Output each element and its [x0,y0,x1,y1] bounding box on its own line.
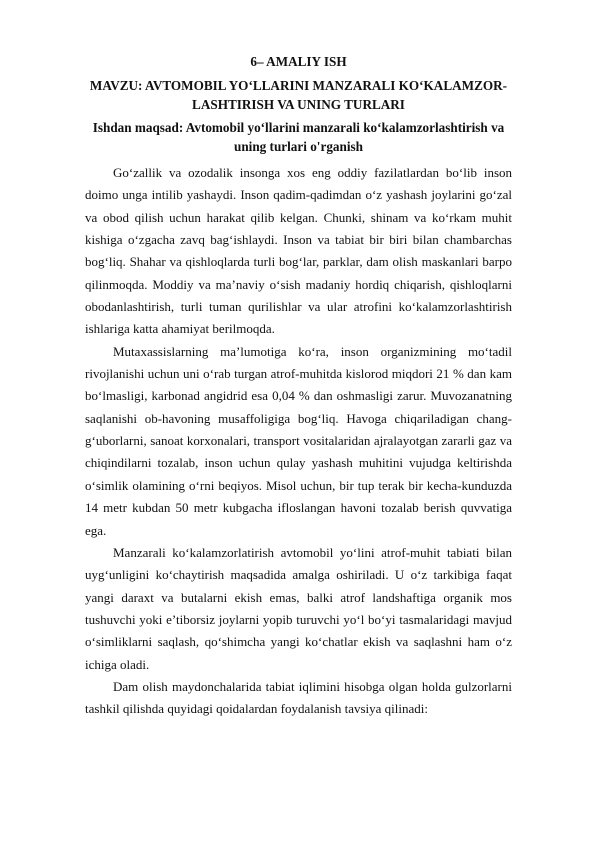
aim-heading-line-2: uning turlari o'rganish [234,139,363,154]
topic-heading [85,76,512,114]
body-paragraph: Go‘zallik va ozodalik insonga xos eng oddiy fazilatlardan bo‘lib inson doimo unga intilib yashaydi. Inson qadim-qadimdan o‘z yashash joylarini go‘zal va obod qilish uchun harakat qilib kelgan. Chunki, shinam va ko‘rkam muhit kishiga o‘zgacha zavq bag‘ishlaydi. Inson va tabiat bir biri bilan chambarchas bog‘liq. Shahar va qishloqlarda turli bog‘lar, parklar, dam olish maskanlari barpo qilinmoqda. Moddiy va ma’naviy o‘sish madaniy hordiq chiqarish, qishloqlarni obodanlashtirish, turli tuman qurilishlar va ular atrofini ko‘kalamzorlashtirish ishlariga katta ahamiyat berilmoqda. [85,165,512,337]
practical-number-heading: 6– AMALIY ISH [250,54,347,69]
topic-heading-line-2: LASHTIRISH VA UNING TURLARI [192,97,405,112]
aim-heading-line-1: Ishdan maqsad: Avtomobil yo‘llarini manzarali ko‘kalamzorlashtirish va [92,120,505,135]
document-page [85,52,512,721]
topic-heading-line-1: MAVZU: AVTOMOBIL YO‘LLARINI MANZARALI KO‘KALAMZOR- [89,78,508,93]
aim-heading [85,118,512,156]
body-paragraph: Dam olish maydonchalarida tabiat iqlimini hisobga olgan holda gulzorlarni tashkil qilishda quyidagi qoidalardan foydalanish tavsiya qilinadi: [85,678,512,717]
body-paragraph: Mutaxassislarning ma’lumotiga ko‘ra, inson organizmining mo‘tadil rivojlanishi uchun uni o‘rab turgan atrof-muhitda kislorod miqdori 21 % dan kam bo‘lmasligi, karbonad angidrid esa 0,04 % dan oshmasligi zarur. Muvozanatning saqlanishi ob-havoning musaffoligiga bog‘liq. Havoga chiqariladigan chang-g‘uborlarni, sanoat korxonalari, transport vositalaridan ajralayotgan zararli gaz va chiqindilarni tozalab, inson uchun qulay yashash muhitini vujudga keltirishda o‘simlik olamining o‘rni beqiyos. Misol uchun, bir tup terak bir kecha-kunduzda 14 metr kubdan 50 metr kubgacha ifloslangan havoni tozalab berish quvvatiga ega. [85,343,512,538]
body-paragraph: Manzarali ko‘kalamzorlatirish avtomobil yo‘lini atrof-muhit tabiati bilan uyg‘unligini ko‘chaytirish maqsadida amalga oshiriladi. U o‘z tarkibiga faqat yangi daraxt va butalarni ekish emas, balki atrof landshaftiga organik mos tushuvchi yoki e’tiborsiz joylarni yopib turuvchi yo‘l bo‘yi tasmalaridagi mavjud o‘simliklarni saqlash, qo‘shimcha yangi ko‘chatlar ekish va saqlashni ham o‘z ichiga oladi. [85,544,512,672]
